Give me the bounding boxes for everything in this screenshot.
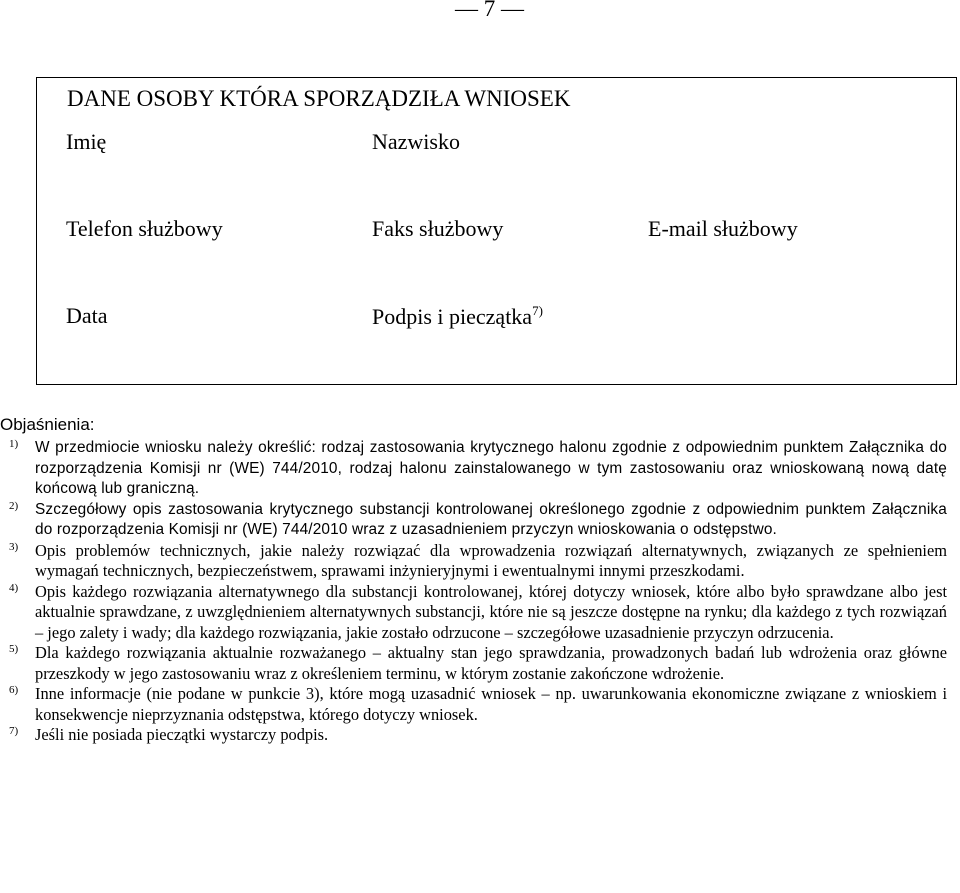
form-heading: DANE OSOBY KTÓRA SPORZĄDZIŁA WNIOSEK — [67, 86, 571, 111]
footnote-number: 6) — [9, 684, 19, 696]
footnote-text: Inne informacje (nie podane w punkcie 3), które mogą uzasadnić wniosek – np. uwarunkowania ekonomiczne związane z wnioskiem i konsekwencje nieprzyznania odstępstwa, którego dotyczy wniosek. — [35, 684, 947, 724]
notes-title: Objaśnienia: — [0, 415, 95, 434]
applicant-data-form — [36, 77, 957, 385]
phone-field[interactable]: Telefon służbowy — [66, 216, 223, 241]
footnote-text: Jeśli nie posiada pieczątki wystarczy podpis. — [35, 725, 329, 744]
footnote-number: 3) — [9, 540, 19, 553]
footnote-2 — [0, 500, 960, 541]
footnote-number: 7) — [9, 725, 19, 737]
footnote-number: 4) — [9, 581, 19, 594]
date-field[interactable]: Data — [66, 303, 108, 328]
footnote-7 — [0, 725, 960, 746]
signature-footnote-ref: 7) — [532, 303, 543, 318]
footnote-text: Opis problemów technicznych, jakie należy rozwiązać dla wprowadzenia rozwiązań alternatywnych, związanych ze spełnieniem wymagań technicznych, bezpieczeństwem, sprawami inżynieryjnymi i ewentualnymi innymi przeszkodami. — [35, 540, 947, 580]
signature-label: Podpis i pieczątka — [372, 304, 533, 329]
footnote-number: 5) — [9, 643, 19, 655]
first-name-field[interactable]: Imię — [66, 129, 107, 154]
footnote-4 — [0, 582, 960, 644]
fax-field[interactable]: Faks służbowy — [372, 216, 504, 241]
footnote-number: 2) — [9, 499, 19, 512]
footnote-number: 1) — [9, 438, 19, 450]
footnote-6 — [0, 684, 960, 725]
footnotes-list — [0, 438, 960, 746]
signature-field[interactable] — [372, 303, 543, 330]
footnote-text: Dla każdego rozwiązania aktualnie rozważanego – aktualny stan jego sprawdzania, prowadzonych badań lub wdrożenia oraz główne przeszkody w jego zastosowaniu wraz z określeniem terminu, w którym zostanie zakończone wdrożenie. — [35, 643, 947, 683]
footnote-1 — [0, 438, 960, 500]
email-field[interactable]: E-mail służbowy — [648, 216, 798, 241]
footnote-text: W przedmiocie wniosku należy określić: rodzaj zastosowania krytycznego halonu zgodnie z odpowiednim punktem Załącznika do rozporządzenia Komisji nr (WE) 744/2010, rodzaj halonu zainstalowanego w tym zastosowaniu oraz wnioskowaną nową datę końcową lub graniczną. — [35, 439, 947, 497]
footnote-3 — [0, 541, 960, 582]
footnote-text: Opis każdego rozwiązania alternatywnego dla substancji kontrolowanej, której dotyczy wniosek, które albo było sprawdzane albo jest aktualnie sprawdzane, z uwzględnieniem alternatywnych substancji, które nie są jeszcze dostępne na rynku; dla każdego z tych rozwiązań – jego zalety i wady; dla każdego rozwiązania, jakie zostało odrzucone – szczegółowe uzasadnienie przyczyn odrzucenia. — [35, 581, 947, 642]
surname-field[interactable]: Nazwisko — [372, 129, 460, 154]
page-number: — 7 — — [455, 0, 524, 21]
footnote-5 — [0, 643, 960, 684]
footnote-text: Szczegółowy opis zastosowania krytycznego substancji kontrolowanej określonego zgodnie z odpowiednim punktem Załącznika do rozporządzenia Komisji nr (WE) 744/2010 wraz z uzasadnieniem przyczyn wnioskowania o odstępstwo. — [35, 500, 947, 538]
